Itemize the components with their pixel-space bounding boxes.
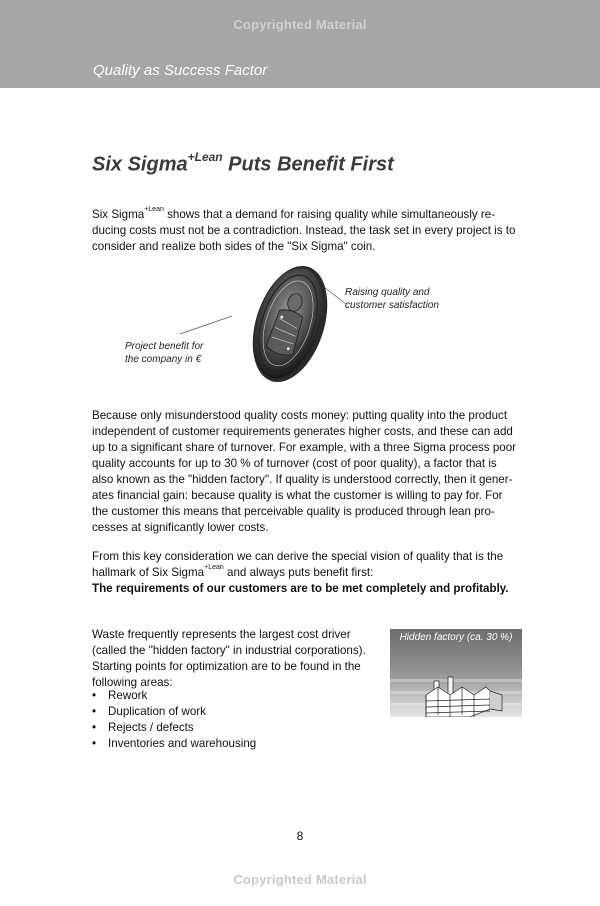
bullet-marker: • [92,737,97,750]
title-rest: Puts Benefit First [222,153,394,176]
intro-paragraph [92,207,518,255]
list-item [92,736,256,752]
caption-benefit: Project benefit for the company in € [125,341,204,365]
title-superscript: +Lean [187,150,223,164]
page-number: 8 [296,829,304,843]
list-item [92,688,256,704]
watermark-top: Copyrighted Material [233,17,367,32]
list-item-text: Rejects / defects [108,721,194,734]
watermark-bottom: Copyrighted Material [233,872,367,887]
vision-text-a: From this key consideration we can derive the special vision of quality that is the hallmark of Six Sigma [92,550,504,579]
list-item [92,704,256,720]
hidden-factory-label: Hidden factory (ca. 30 %) [399,632,513,643]
list-item-text: Duplication of work [108,705,206,718]
caption-quality: Raising quality and customer satisfaction [345,287,439,311]
list-item-text: Rework [108,689,148,702]
page-title [92,152,394,177]
bullet-marker: • [92,705,97,718]
hidden-factory-figure [390,629,522,717]
vision-paragraph [92,549,518,597]
vision-text-b: and always puts benefit first: [223,566,374,579]
bullet-marker: • [92,721,97,734]
vision-statement: The requirements of our customers are to be met completely and profitably. [92,582,509,595]
bullet-marker: • [92,689,97,702]
list-item-text: Inventories and warehousing [108,737,257,750]
vision-superscript: +Lean [204,564,224,571]
title-main: Six Sigma [92,153,188,176]
header-band [0,0,600,88]
intro-superscript: +Lean [144,206,164,213]
coin-image [120,262,460,392]
intro-text-a: Six Sigma [92,208,145,221]
waste-paragraph: Waste frequently represents the largest cost driver (called the "hidden factory" in industrial corporations). Starting points for optimization are to be found in the following areas: [92,628,366,689]
intro-text-b: shows that a demand for raising quality while simultaneously re-ducing costs must not be a contradiction. Instead, the task set in every project is to consider and realize both sides of the "Six Sigma" coin. [92,208,516,253]
waste-list [92,688,256,752]
list-item [92,720,256,736]
section-label: Quality as Success Factor [93,62,268,79]
quality-costs-paragraph: Because only misunderstood quality costs money: putting quality into the product independent of customer requirements generates higher costs, and these can add up to a significant share of turnover. For example, with a three Sigma process poor quality accounts for up to 30 % of turnover (cost of poor quality), a factor that is also known as the "hidden factory". If quality is understood correctly, then it gener-ates financial gain: because quality is what the customer is willing to pay for. For the customer this means that perceivable quality is produced through lean pro-cesses at significantly lower costs. [92,409,517,534]
